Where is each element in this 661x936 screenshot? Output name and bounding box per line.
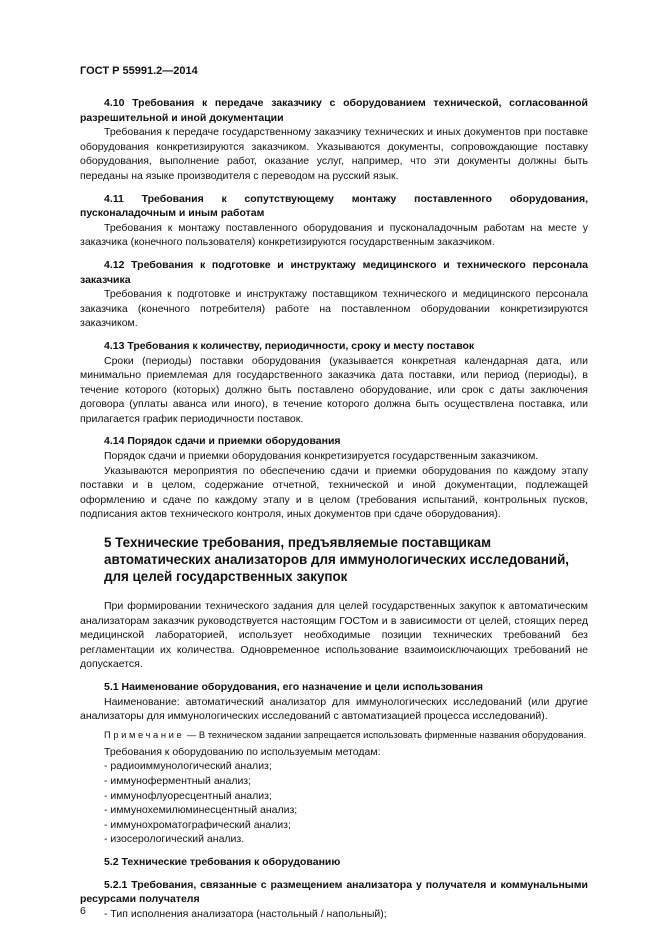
section-4-12-body: Требования к подготовке и инструктажу поставщиком технического и медицинского персонала заказчика (конечного потребителя) работе на поставленном оборудовании конкретизируются заказчиком.	[80, 288, 588, 330]
section-4-10-body: Требования к передаче государственному заказчику технических и иных документов при поставке оборудования конкретизируются заказчиком. Указываются документы, сопровождающие поставку оборудования, выполнение работ, оказание услуг, например, что эти документы должны быть переданы на языке производителя с переводом на русский язык.	[80, 126, 588, 182]
list-item: - радиоиммунологический анализ;	[104, 760, 272, 773]
list-item: - иммунохемилюминесцентный анализ;	[104, 804, 298, 817]
page-number: 6	[80, 905, 86, 917]
section-5-1-body: Наименование: автоматический анализатор для иммунологических исследований (или другие анализаторы для иммунологических исследований с автоматизацией процесса исследований).	[80, 695, 588, 723]
section-4-13-body: Сроки (периоды) поставки оборудования (указывается конкретная календарная дата, или минимально приемлемая для государственного заказчика дата поставки, или период (периоды), в течение которого (которых) должно быть поставлено оборудование, или срок с даты заключения договора (уплаты аванса или иного), в течение которого должна быть осуществлена поставка, или прилагается график периодичности поставок.	[80, 354, 588, 425]
list-item: - изосерологический анализ.	[104, 833, 245, 846]
section-5-2-1-item: - Тип исполнения анализатора (настольный / напольный);	[104, 907, 387, 920]
section-5-2-heading: 5.2 Технические требования к оборудованию	[104, 855, 341, 868]
note-text: — В техническом задании запрещается использовать фирменные названия оборудования.	[184, 728, 587, 740]
section-4-14-heading: 4.14 Порядок сдачи и приемки оборудования	[104, 435, 341, 448]
methods-intro: Требования к оборудованию по используемым методам:	[104, 745, 381, 758]
document-header: ГОСТ Р 55991.2—2014	[80, 65, 198, 77]
section-4-11-body: Требования к монтажу поставленного оборудования и пусконаладочным работам на месте у заказчика (конечного пользователя) конкретизируются государственным заказчиком.	[80, 221, 588, 249]
section-4-14-body-2: Указываются мероприятия по обеспечению сдачи и приемки оборудования по каждому этапу поставки и в целом, содержание отчетной, технической и иной документации, подлежащей оформлению и сдаче по каждому этапу и в целом (требования испытаний, контрольных пусков, подписания актов технического контроля, иных документов при сдаче оборудования).	[80, 464, 588, 521]
list-item: - иммунохроматографический анализ;	[104, 818, 291, 831]
document-body	[80, 93, 588, 921]
methods-list	[80, 759, 588, 847]
section-4-13-heading: 4.13 Требования к количеству, периодичности, сроку и месту поставок	[104, 339, 475, 352]
section-4-14-body-1: Порядок сдачи и приемки оборудования конкретизируется государственным заказчиком.	[104, 450, 539, 463]
section-5-2-1-heading: 5.2.1 Требования, связанные с размещением анализатора у получателя и коммунальными ресурсами получателя	[80, 878, 588, 906]
list-item: - иммуноферментный анализ;	[104, 774, 252, 787]
section-5-body: При формировании технического задания для целей государственных закупок к автоматическим анализаторам заказчик руководствуется настоящим ГОСТом и в зависимости от целей, стоящих перед медицинской лабораторией, использует необходимые позиции технических требований без регламентации их количества. Одновременное использование взаимоисключающих требований не допускается.	[80, 600, 588, 671]
section-4-10-heading: 4.10 Требования к передаче заказчику с оборудованием технической, согласованной разрешительной и иной документации	[80, 97, 588, 124]
section-5-1-note	[80, 728, 588, 741]
list-item: - иммунофлуоресцентный анализ;	[104, 789, 272, 802]
section-4-11-heading: 4.11 Требования к сопутствующему монтажу поставленного оборудования, пусконаладочным и иным работам	[80, 192, 588, 220]
note-label: Примечание	[104, 728, 185, 740]
section-4-12-heading: 4.12 Требования к подготовке и инструктажу медицинского и технического персонала заказчика	[80, 258, 588, 286]
section-5-heading: 5 Технические требования, предъявляемые поставщикам автоматических анализаторов для иммунологических исследований, для целей государственных закупок	[104, 535, 570, 585]
section-5-1-heading: 5.1 Наименование оборудования, его назначение и цели использования	[104, 681, 484, 693]
